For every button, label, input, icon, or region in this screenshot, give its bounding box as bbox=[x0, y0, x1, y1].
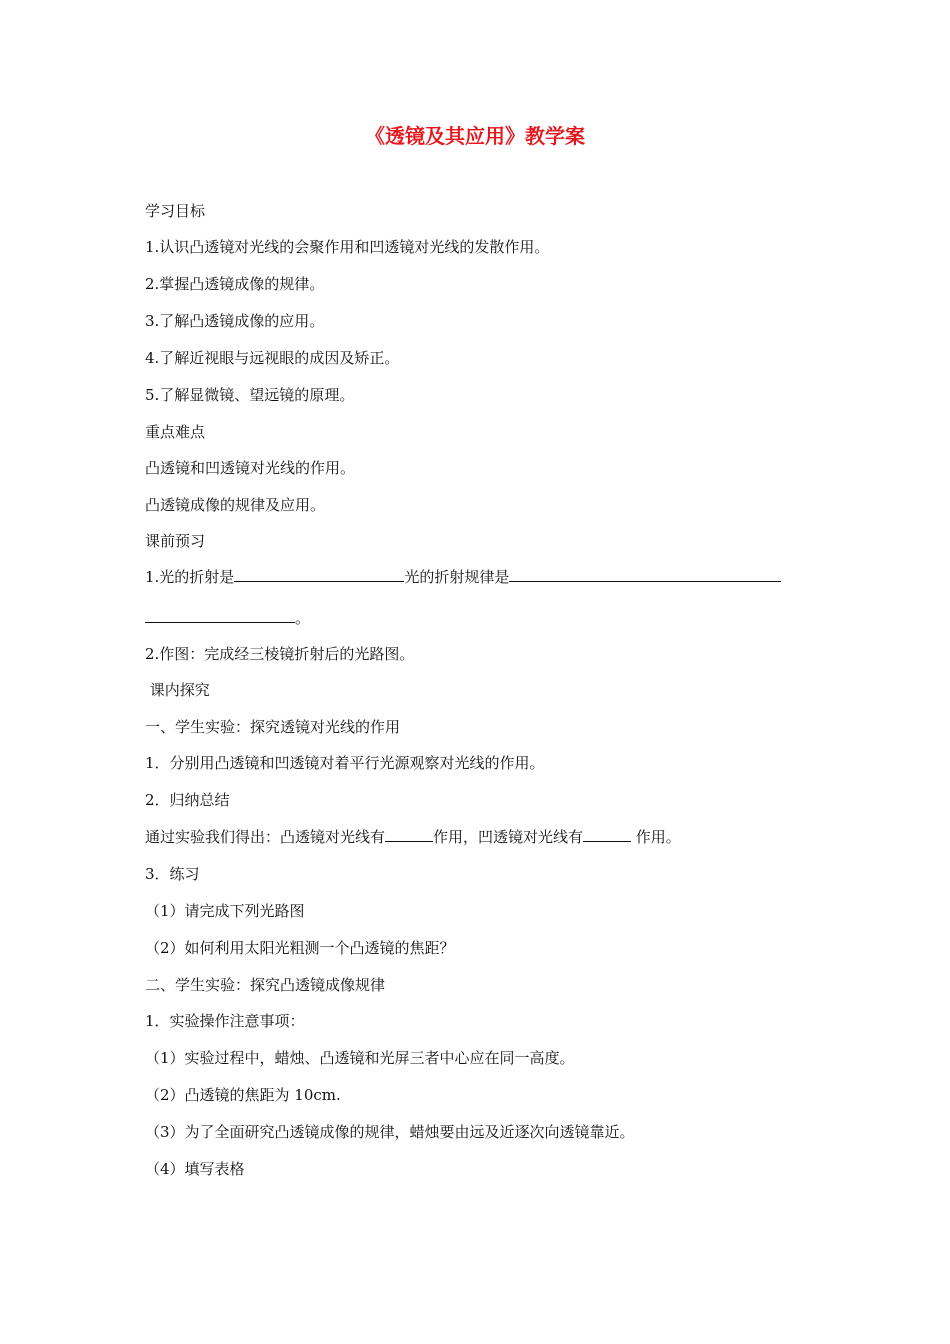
document-title: 《透镜及其应用》教学案 bbox=[365, 124, 585, 148]
note-item: （4）填写表格 bbox=[145, 1160, 245, 1178]
answer-blank bbox=[583, 826, 631, 842]
section-heading: 学习目标 bbox=[145, 202, 206, 220]
answer-blank bbox=[234, 566, 404, 582]
key-point-item: 凸透镜成像的规律及应用。 bbox=[145, 496, 326, 514]
question-1-part-a: 1.光的折射是 bbox=[145, 568, 235, 586]
section-heading: 课内探究 bbox=[145, 681, 210, 699]
exercise-item: （1）请完成下列光路图 bbox=[145, 902, 305, 920]
objective-item: 2.掌握凸透镜成像的规律。 bbox=[145, 275, 325, 293]
experiment-step: 1．实验操作注意事项： bbox=[145, 1012, 305, 1030]
experiment-heading: 二、学生实验：探究凸透镜成像规律 bbox=[145, 976, 386, 994]
question-1-end: 。 bbox=[295, 609, 311, 627]
answer-blank bbox=[509, 566, 781, 582]
summary-part-b: 作用，凹透镜对光线有 bbox=[433, 828, 584, 846]
question-1-continued bbox=[145, 607, 310, 629]
section-heading: 课前预习 bbox=[145, 532, 206, 550]
summary-part-a: 通过实验我们得出：凸透镜对光线有 bbox=[145, 828, 386, 846]
objective-item: 4.了解近视眼与远视眼的成因及矫正。 bbox=[145, 349, 400, 367]
answer-blank bbox=[145, 607, 295, 623]
key-point-item: 凸透镜和凹透镜对光线的作用。 bbox=[145, 459, 356, 477]
note-item: （3）为了全面研究凸透镜成像的规律，蜡烛要由远及近逐次向透镜靠近。 bbox=[145, 1123, 635, 1141]
summary-part-c: 作用。 bbox=[631, 828, 681, 846]
objective-item: 3.了解凸透镜成像的应用。 bbox=[145, 312, 325, 330]
experiment-step: 3．练习 bbox=[145, 865, 200, 883]
experiment-heading: 一、学生实验：探究透镜对光线的作用 bbox=[145, 718, 401, 736]
answer-blank bbox=[385, 826, 433, 842]
exercise-item: （2）如何利用太阳光粗测一个凸透镜的焦距？ bbox=[145, 939, 455, 957]
experiment-step: 1．分别用凸透镜和凹透镜对着平行光源观察对光线的作用。 bbox=[145, 754, 545, 772]
question-2: 2.作图：完成经三棱镜折射后的光路图。 bbox=[145, 645, 415, 663]
note-item: （2）凸透镜的焦距为 10cm. bbox=[145, 1086, 341, 1104]
question-1 bbox=[145, 566, 781, 588]
note-item: （1）实验过程中，蜡烛、凸透镜和光屏三者中心应在同一高度。 bbox=[145, 1049, 575, 1067]
summary-sentence bbox=[145, 826, 681, 848]
objective-item: 5.了解显微镜、望远镜的原理。 bbox=[145, 386, 355, 404]
experiment-step: 2．归纳总结 bbox=[145, 791, 230, 809]
objective-item: 1.认识凸透镜对光线的会聚作用和凹透镜对光线的发散作用。 bbox=[145, 238, 550, 256]
section-heading: 重点难点 bbox=[145, 423, 206, 441]
question-1-part-b: 光的折射规律是 bbox=[404, 568, 510, 586]
